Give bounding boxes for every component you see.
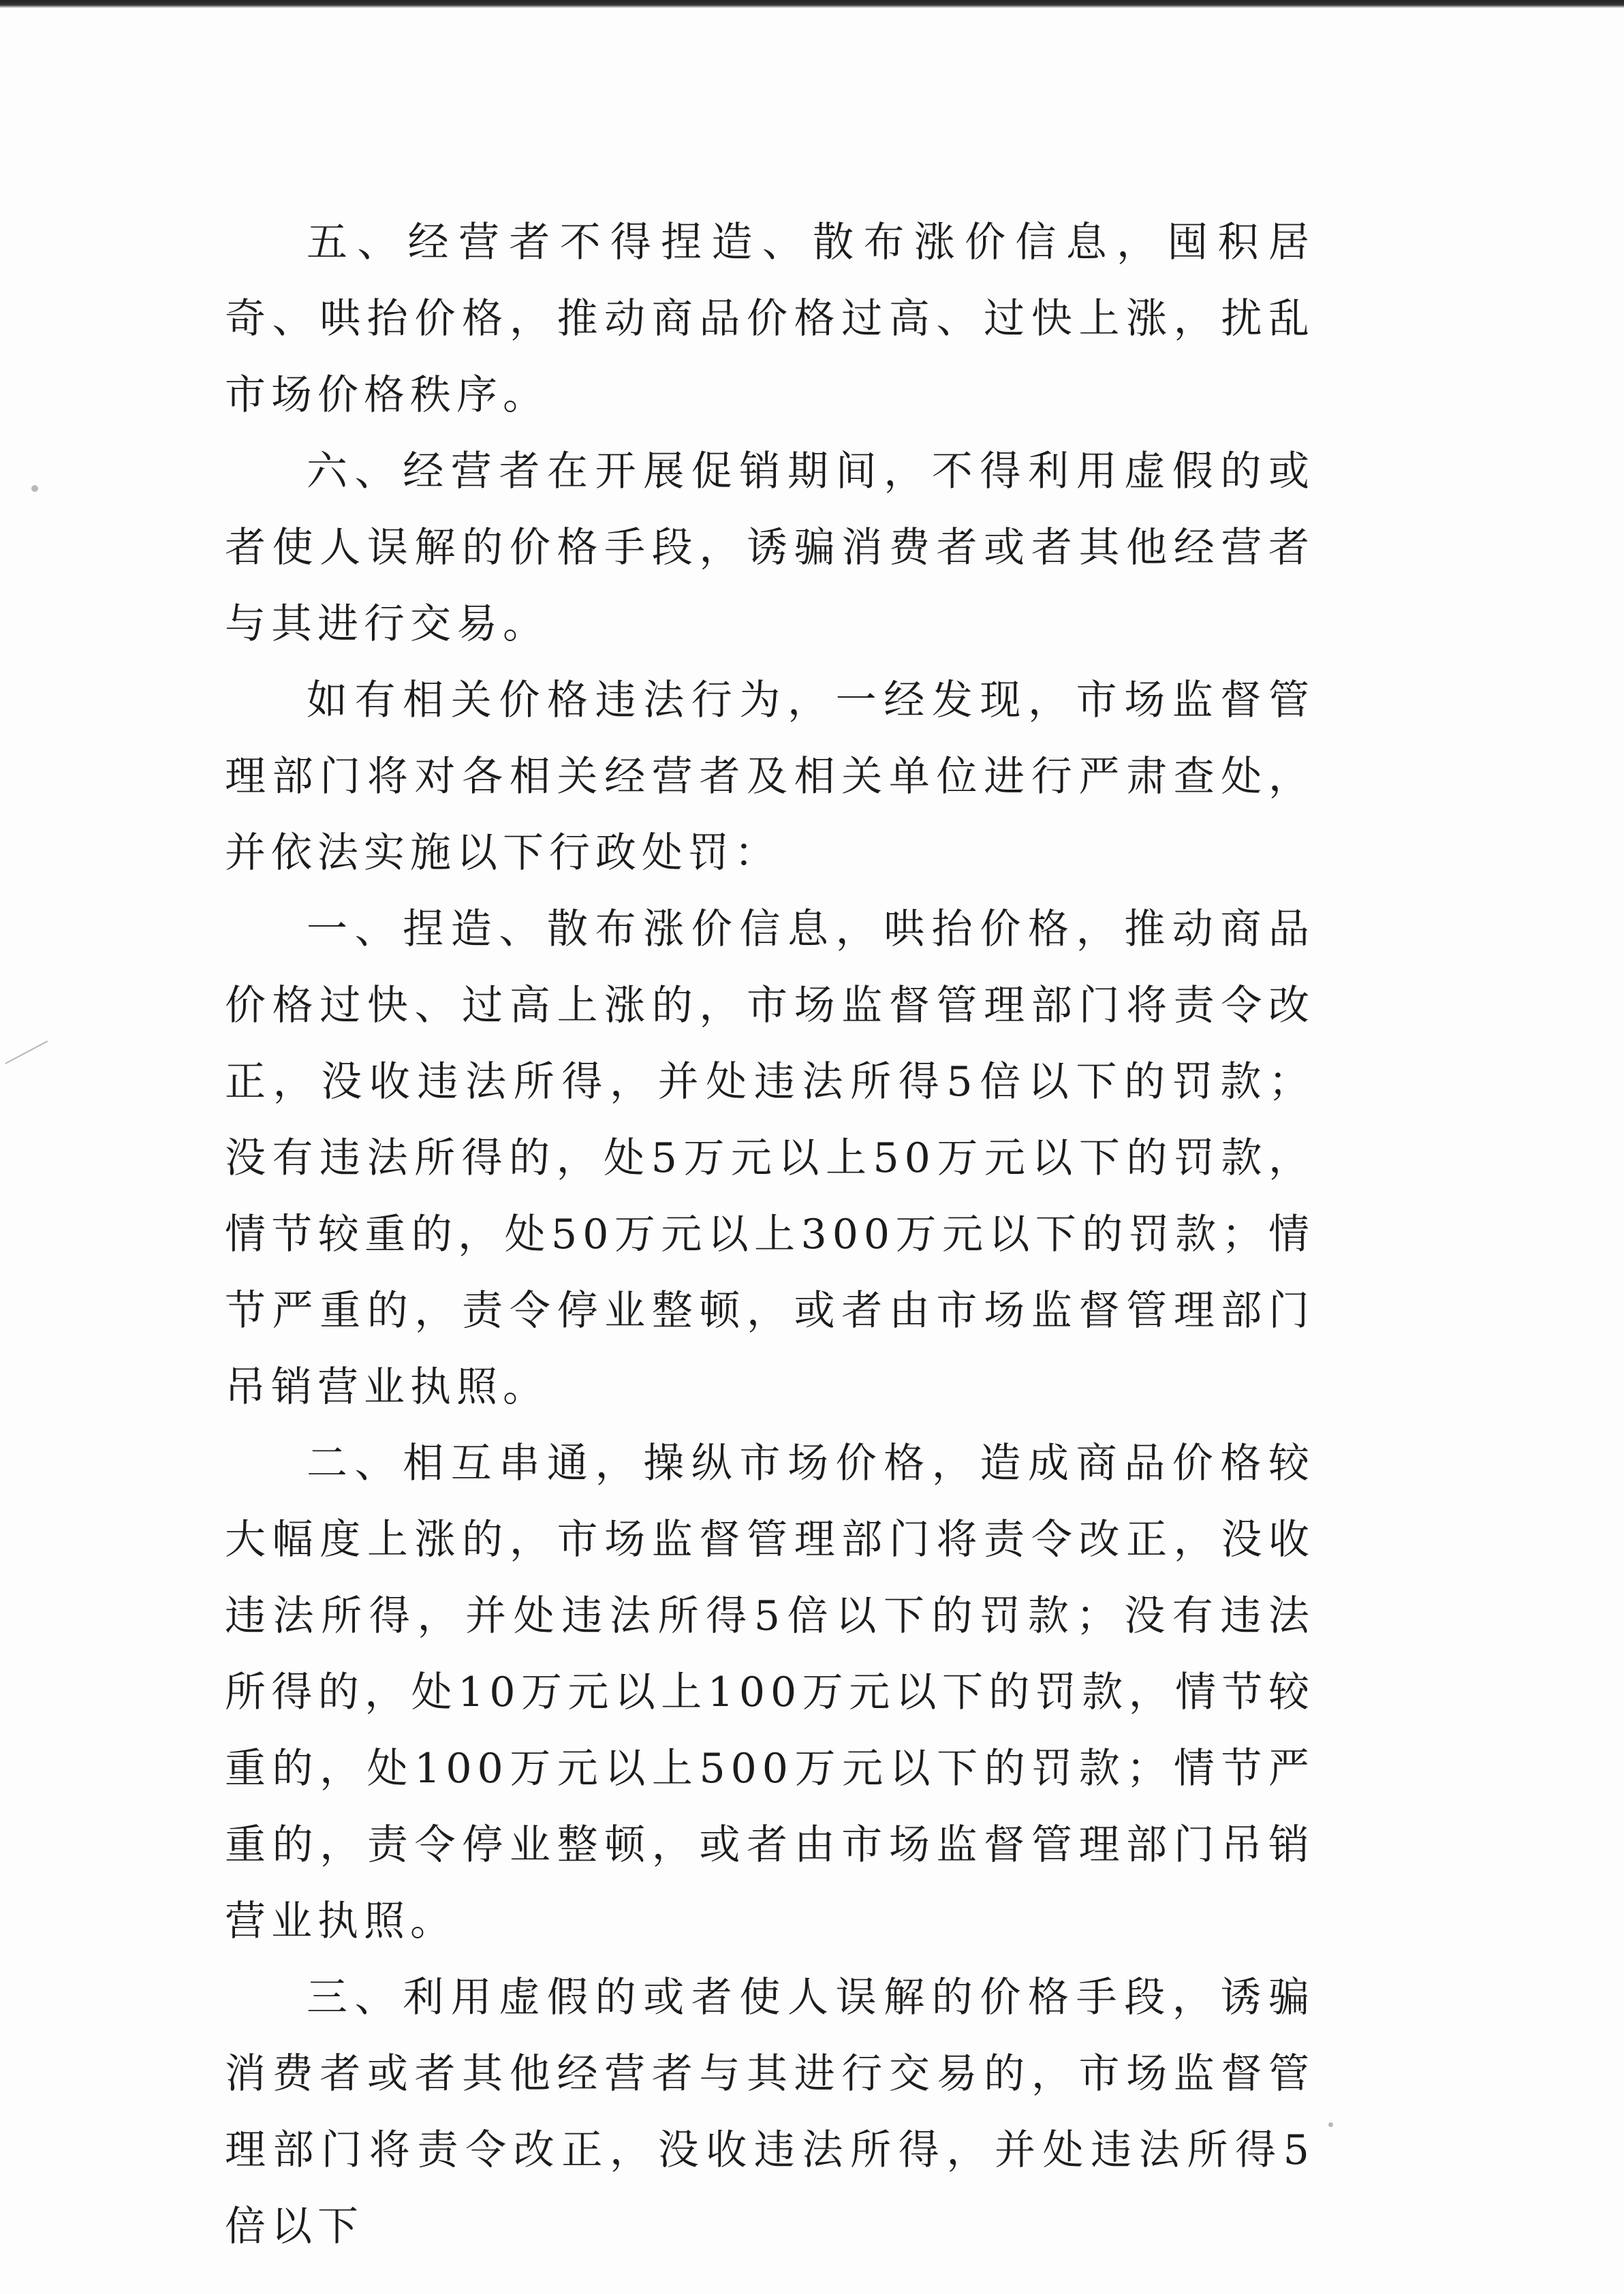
scan-speck [31, 485, 38, 492]
paragraph: 三、利用虚假的或者使人误解的价格手段，诱骗消费者或者其他经营者与其进行交易的，市场监督管理部门将责令改正，没收违法所得，并处违法所得5倍以下 [225, 1974, 1315, 2250]
scan-top-edge [0, 0, 1624, 8]
scan-speck [1328, 2122, 1333, 2127]
paragraph: 一、捏造、散布涨价信息，哄抬价格，推动商品价格过快、过高上涨的，市场监督管理部门将责令改正，没收违法所得，并处违法所得5倍以下的罚款；没有违法所得的，处5万元以上50万元以下的罚款，情节较重的，处50万元以上300万元以下的罚款；情节严重的，责令停业整顿，或者由市场监督管理部门吊销营业执照。 [225, 905, 1315, 1411]
document-body [225, 204, 1315, 2265]
paragraph: 二、相互串通，操纵市场价格，造成商品价格较大幅度上涨的，市场监督管理部门将责令改正，没收违法所得，并处违法所得5倍以下的罚款；没有违法所得的，处10万元以上100万元以下的罚款，情节较重的，处100万元以上500万元以下的罚款；情节严重的，责令停业整顿，或者由市场监督管理部门吊销营业执照。 [225, 1440, 1315, 1945]
paragraph: 六、经营者在开展促销期间，不得利用虚假的或者使人误解的价格手段，诱骗消费者或者其他经营者与其进行交易。 [225, 448, 1315, 648]
scan-scratch [5, 1040, 48, 1064]
paragraph: 如有相关价格违法行为，一经发现，市场监督管理部门将对各相关经营者及相关单位进行严肃查处，并依法实施以下行政处罚： [225, 677, 1315, 877]
paragraph: 五、经营者不得捏造、散布涨价信息，囤积居奇、哄抬价格，推动商品价格过高、过快上涨，扰乱市场价格秩序。 [225, 219, 1315, 419]
